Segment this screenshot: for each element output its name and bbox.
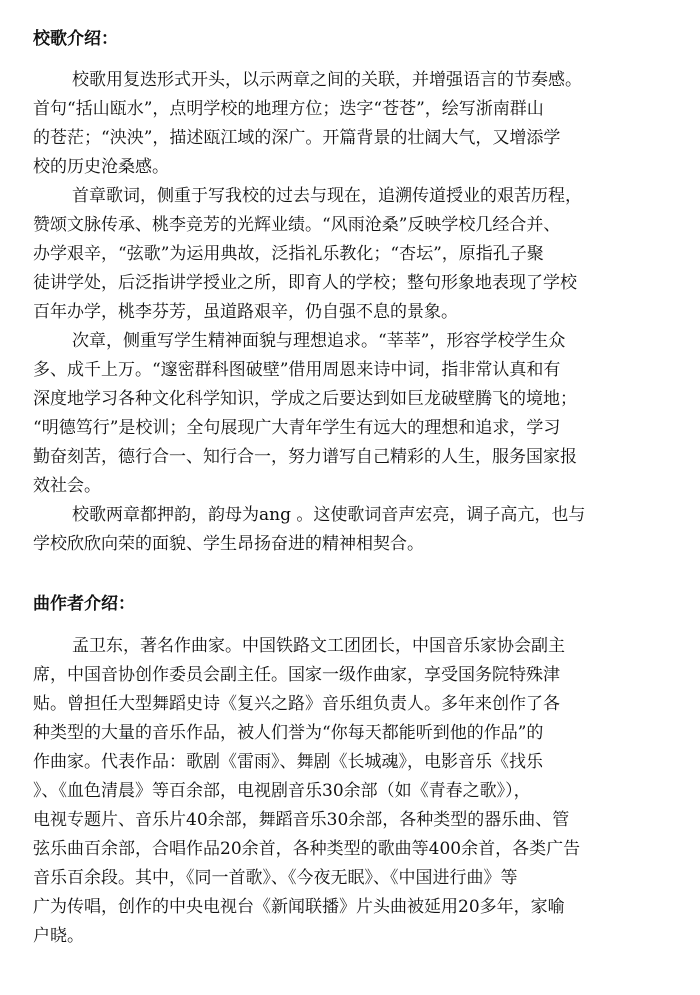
text-line: 音乐百余段。其中，《同一首歌》、《今夜无眠》、《中国进行曲》等 [33, 868, 518, 888]
text-line: 效社会。 [33, 476, 101, 496]
text-line: “明德笃行”是校训；全句展现广大青年学生有远大的理想和追求，学习 [33, 418, 561, 438]
text-line: 徒讲学处，后泛指讲学授业之所，即育人的学校；整句形象地表现了学校 [33, 273, 577, 293]
text-line: 电视专题片、音乐片40余部，舞蹈音乐30余部，各种类型的器乐曲、管 [33, 810, 570, 830]
text-line: 弦乐曲百余部，合唱作品20余首，各种类型的歌曲等400余首，各类广告 [33, 839, 581, 859]
composer-intro-title: 曲作者介绍： [33, 594, 135, 614]
text-line: 百年办学，桃李芬芳，虽道路艰辛，仍自强不息的景象。 [33, 302, 458, 322]
text-line: 贴。曾担任大型舞蹈史诗《复兴之路》音乐组负责人。多年来创作了各 [33, 694, 560, 714]
text-line: 多、成千上万。“邃密群科图破壁”借用周恩来诗中词，指非常认真和有 [33, 360, 561, 380]
text-line: 》、《血色清晨》等百余部，电视剧音乐30余部（如《青春之歌》）， [33, 781, 531, 801]
text-line: 首句“括山瓯水”，点明学校的地理方位；迭字“苍苍”，绘写浙南群山 [33, 99, 544, 119]
text-line: 学校欣欣向荣的面貌、学生昂扬奋进的精神相契合。 [33, 534, 424, 554]
text-line: 广为传唱，创作的中央电视台《新闻联播》片头曲被延用20多年，家喻 [33, 897, 565, 917]
text-line: 席，中国音协创作委员会副主任。国家一级作曲家，享受国务院特殊津 [33, 665, 560, 685]
text-line: 校歌用复迭形式开头，以示两章之间的关联，并增强语言的节奏感。 [72, 70, 582, 90]
text-line: 校歌两章都押韵，韵母为ang 。这使歌词音声宏亮，调子高亢，也与 [72, 505, 586, 525]
text-line: 办学艰辛，“弦歌”为运用典故，泛指礼乐教化；“杏坛”，原指孔子聚 [33, 244, 544, 264]
text-line: 户晓。 [33, 926, 84, 946]
text-line: 勤奋刻苦，德行合一、知行合一，努力谱写自己精彩的人生，服务国家报 [33, 447, 577, 467]
text-line: 校的历史沧桑感。 [33, 157, 169, 177]
text-line: 种类型的大量的音乐作品，被人们誉为“你每天都能听到他的作品”的 [33, 723, 544, 743]
text-line: 首章歌词，侧重于写我校的过去与现在，追溯传道授业的艰苦历程， [72, 186, 582, 206]
text-line: 孟卫东，著名作曲家。中国铁路文工团团长，中国音乐家协会副主 [72, 636, 565, 656]
text-line: 的苍茫；“泱泱”，描述瓯江域的深广。开篇背景的壮阔大气，又增添学 [33, 128, 561, 148]
text-line: 次章，侧重写学生精神面貌与理想追求。“莘莘”，形容学校学生众 [72, 331, 566, 351]
text-line: 作曲家。代表作品：歌剧《雷雨》、舞剧《长城魂》，电影音乐《找乐 [33, 752, 543, 772]
text-line: 赞颂文脉传承、桃李竞芳的光辉业绩。“风雨沧桑”反映学校几经合并、 [33, 215, 561, 235]
text-line: 深度地学习各种文化科学知识，学成之后要达到如巨龙破壁腾飞的境地； [33, 389, 577, 409]
song-intro-title: 校歌介绍： [33, 29, 118, 49]
